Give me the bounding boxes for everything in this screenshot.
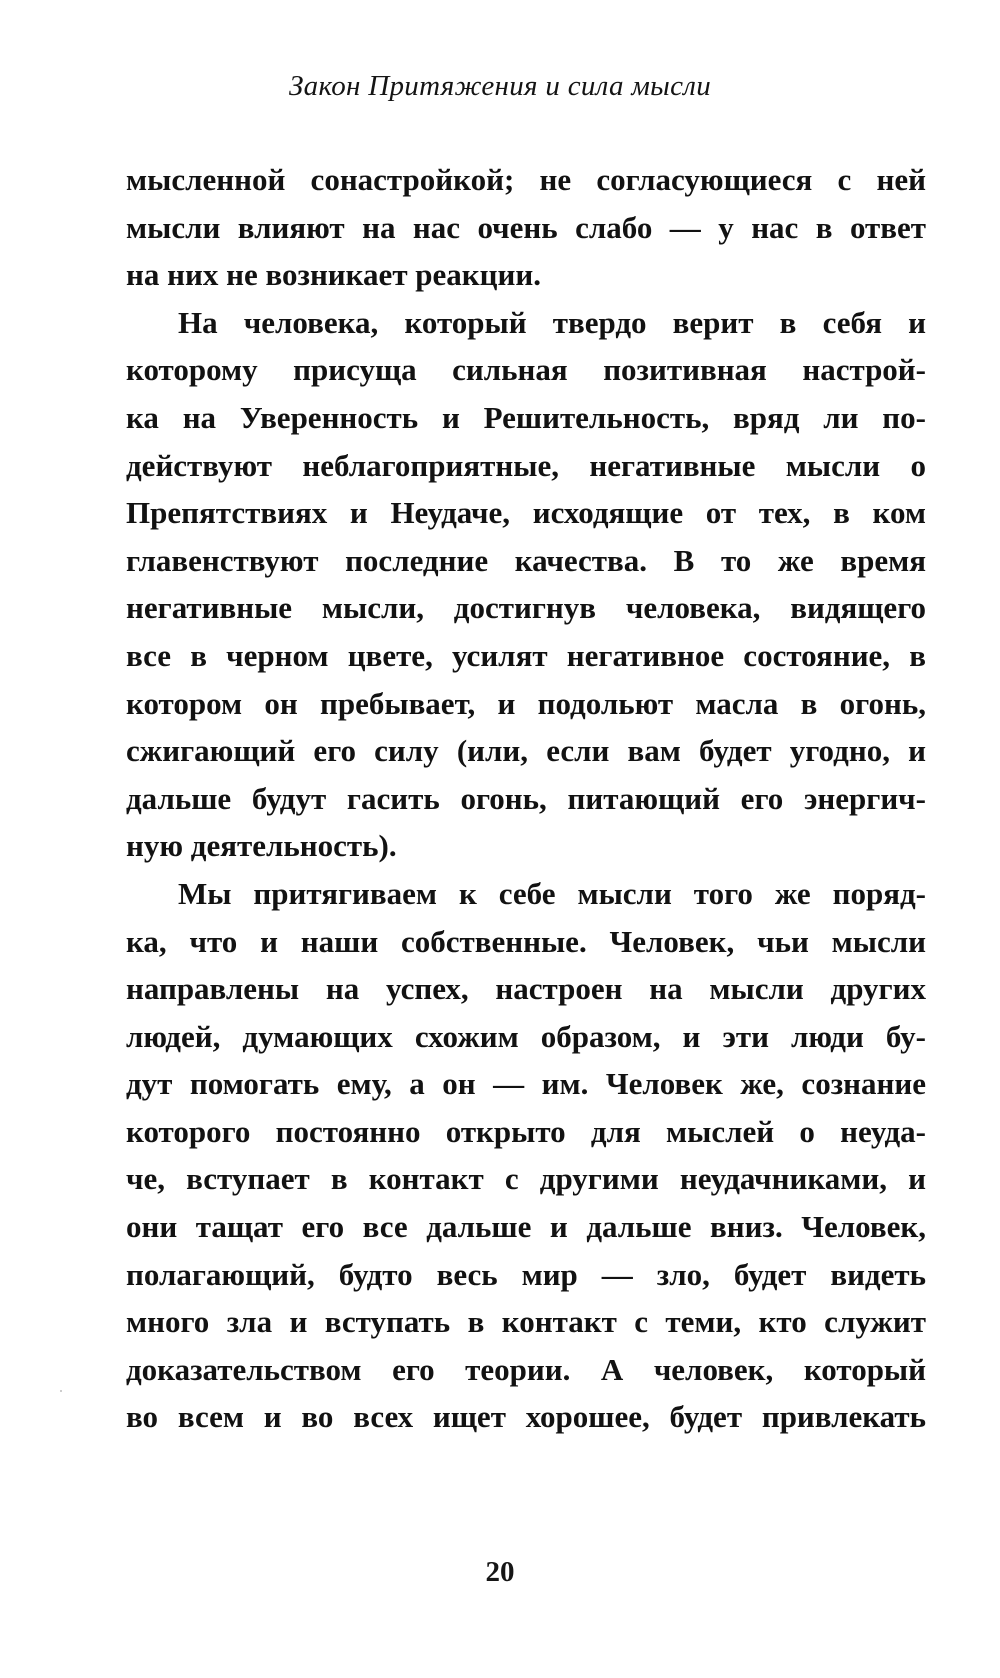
margin-speck [60,1390,62,1392]
text-line: действуют неблагоприятные, негативные мысли о [126,447,926,483]
text-line: много зла и вступать в контакт с теми, кто служит [126,1304,926,1340]
text-line: все в черном цвете, усилят негативное состояние, в [126,637,926,673]
text-line: Препятствиях и Неудаче, исходящие от тех, в ком [126,495,926,531]
text-line: На человека, который твердо верит в себя и [178,304,926,340]
page-number: 20 [485,1556,515,1588]
text-line: направлены на успех, настроен на мысли других [126,971,926,1007]
text-line: ка, что и наши собственные. Человек, чьи мысли [126,923,926,959]
text-line: ную деятельность). [126,828,397,864]
text-line: доказательством его теории. А человек, который [126,1351,926,1387]
text-line: негативные мысли, достигнув человека, видящего [126,590,926,626]
text-line: Мы притягиваем к себе мысли того же поряд- [178,875,926,911]
text-line: которого постоянно открыто для мыслей о неуда- [126,1113,926,1149]
text-line: полагающий, будто весь мир — зло, будет видеть [126,1256,926,1292]
text-line: мысли влияют на нас очень слабо — у нас в ответ [126,209,926,245]
text-line: сжигающий его силу (или, если вам будет угодно, и [126,733,926,769]
text-line: ка на Уверенность и Решительность, вряд ли по- [126,399,926,435]
text-line: главенствуют последние качества. В то же время [126,542,926,578]
body-text [126,156,926,1441]
text-line: во всем и во всех ищет хорошее, будет привлекать [126,1399,926,1435]
text-line: дальше будут гасить огонь, питающий его энергич- [126,780,926,816]
text-line: котором он пребывает, и подольют масла в огонь, [126,685,926,721]
text-line: на них не возникает реакции. [126,257,541,293]
text-line: че, вступает в контакт с другими неудачниками, и [126,1161,926,1197]
text-line: дут помогать ему, а он — им. Человек же, сознание [126,1066,926,1102]
text-line: мысленной сонастройкой; не согласующиеся с ней [126,162,926,197]
text-line: они тащат его все дальше и дальше вниз. Человек, [126,1209,926,1245]
running-head: Закон Притяжения и сила мысли [289,70,711,102]
text-line: которому присуща сильная позитивная настрой- [126,352,926,388]
text-line: людей, думающих схожим образом, и эти люди бу- [126,1018,926,1054]
